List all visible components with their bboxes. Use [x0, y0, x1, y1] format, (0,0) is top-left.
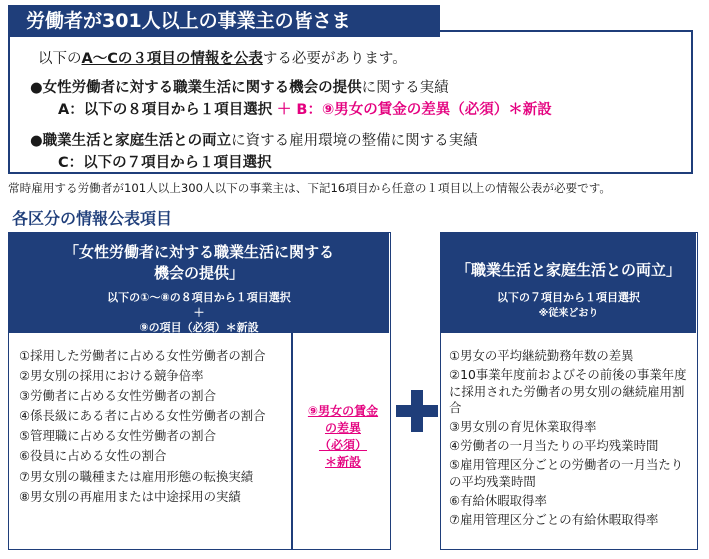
left-title-line1: 「女性労働者に対する職業生活に関する — [63, 243, 334, 261]
left-panel-header — [9, 233, 389, 333]
list-item: ⑦雇用管理区分ごとの有給休暇取得率 — [449, 512, 659, 528]
left-panel — [8, 232, 391, 550]
line-b: ＋ B：⑨男女の賃金の差異（必須）＊新設 — [276, 102, 552, 118]
right-title: 「職業生活と家庭生活との両立」 — [455, 261, 681, 279]
left-sub1: 以下の①～⑧の８項目から１項目選択 — [107, 291, 291, 304]
list-item: ①採用した労働者に占める女性労働者の割合 — [19, 348, 266, 363]
bullet-work-life — [30, 129, 478, 150]
bullet2-rest: に資する雇用環境の整備に関する実績 — [231, 133, 478, 149]
left-divider — [291, 333, 293, 549]
ninth-item — [297, 403, 389, 471]
section-heading: 各区分の情報公表項目 — [12, 209, 173, 228]
list-item: ⑥有給休暇取得率 — [449, 492, 547, 508]
line-c: C：以下の７項目から１項目選択 — [58, 155, 272, 171]
bullet1-bold: ●女性労働者に対する職業生活に関する機会の提供 — [30, 80, 362, 96]
list-item: ③労働者に占める女性労働者の割合 — [19, 388, 216, 404]
bullet-women-opportunity — [30, 76, 449, 97]
list-item: ④係長級にある者に占める女性労働者の割合 — [19, 408, 266, 424]
ninth-line2: の差異 — [324, 421, 361, 435]
list-item: ⑤雇用管理区分ごとの労働者の一月当たりの平均残業時間 — [449, 457, 684, 489]
right-panel — [440, 232, 698, 550]
list-item: ②10事業年度前およびその前後の事業年度に採用された労働者の男女別の継続雇用割合 — [449, 367, 687, 416]
requirement-intro — [38, 47, 407, 68]
list-item: ⑥役員に占める女性の割合 — [19, 448, 167, 464]
bullet2-bold: ●職業生活と家庭生活との両立 — [30, 133, 232, 149]
right-sub2: ※従来どおり — [538, 308, 599, 319]
right-panel-header — [441, 233, 696, 333]
left-sub3: ⑨の項目（必須）＊新設 — [139, 321, 259, 334]
list-item: ⑤管理職に占める女性労働者の割合 — [19, 428, 216, 444]
line-a-b — [58, 98, 552, 119]
list-item: ③男女別の育児休業取得率 — [449, 419, 597, 435]
left-title-line2: 機会の提供」 — [153, 264, 244, 282]
left-sub2: ＋ — [193, 306, 205, 319]
plus-icon — [396, 390, 438, 432]
right-item-list — [449, 348, 693, 531]
ninth-line3: （必須） — [318, 438, 367, 452]
intro-post: する必要があります。 — [262, 51, 407, 67]
line-a: A：以下の８項目から１項目選択 — [58, 102, 273, 118]
requirement-box — [8, 30, 693, 174]
ninth-line1: ⑨男女の賃金 — [307, 404, 379, 418]
ninth-line4: ＊新設 — [324, 455, 361, 469]
list-item: ①男女の平均継続勤務年数の差異 — [449, 348, 634, 363]
intro-bold: A～Cの３項目の情報を公表 — [81, 51, 263, 67]
right-sub1: 以下の７項目から１項目選択 — [497, 291, 640, 304]
list-item: ④労働者の一月当たりの平均残業時間 — [449, 438, 659, 454]
list-item: ⑦男女別の職種または雇用形態の転換実績 — [19, 468, 254, 484]
bullet1-rest: に関する実績 — [361, 80, 449, 96]
intro-pre: 以下の — [38, 51, 82, 67]
page-title: 労働者が301人以上の事業主の皆さま — [8, 5, 440, 37]
left-item-list — [19, 348, 289, 509]
list-item: ②男女別の採用における競争倍率 — [19, 368, 204, 384]
list-item: ⑧男女別の再雇用または中途採用の実績 — [19, 488, 241, 504]
note-text: 常時雇用する労働者が101人以上300人以下の事業主は、下記16項目から任意の１項目以上の情報公表が必要です。 — [8, 181, 611, 195]
